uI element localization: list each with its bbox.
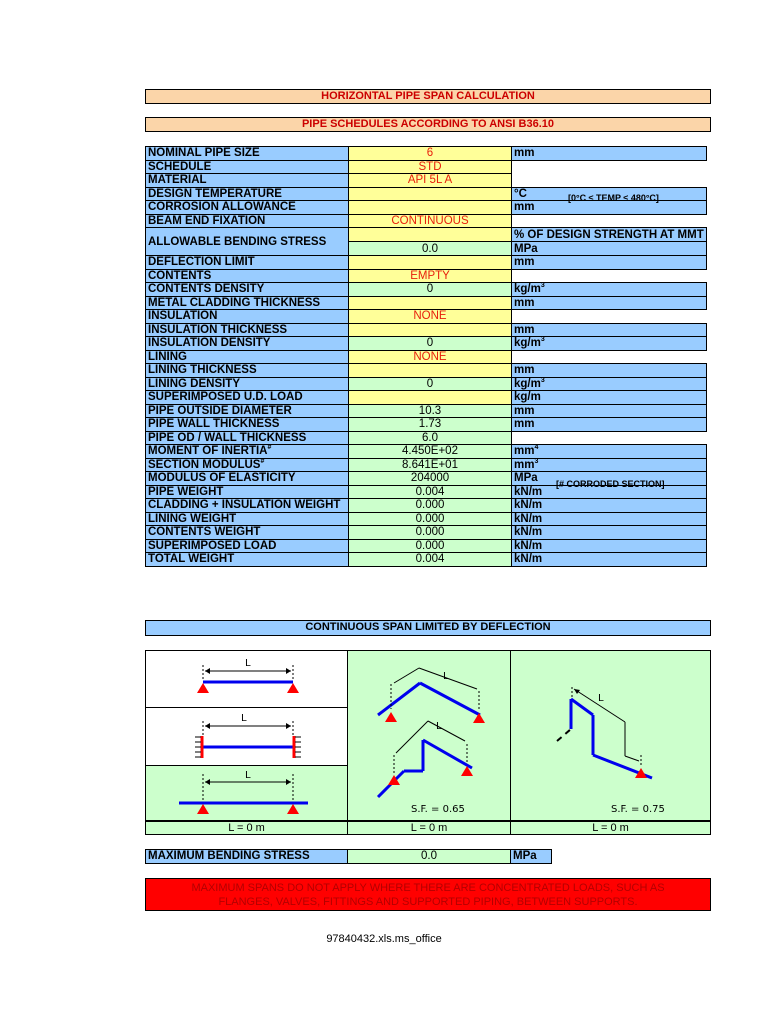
table-row (146, 337, 707, 351)
bending-stress-unit: MPa (512, 242, 707, 256)
unit-text: kg/m (514, 391, 541, 404)
field-label-text: CLADDING + INSULATION WEIGHT (148, 499, 341, 512)
calculated-cell: 0 (349, 377, 512, 391)
elbow-span-panel (347, 650, 511, 821)
unit-cell (512, 296, 707, 310)
table-row (146, 431, 707, 445)
field-label (146, 323, 349, 337)
fixed-span-panel (145, 707, 348, 766)
calculated-cell: 0.004 (349, 485, 512, 499)
unit-text: kN/m (514, 485, 543, 498)
input-cell[interactable] (349, 256, 512, 270)
label-superscript: # (260, 457, 265, 465)
safety-factor-label: S.F. = 0.75 (611, 804, 665, 815)
field-label-text: DEFLECTION LIMIT (148, 256, 255, 269)
support-icon (197, 683, 209, 693)
calculated-cell: 1.73 (349, 418, 512, 432)
field-label-text: METAL CLADDING THICKNESS (148, 296, 321, 309)
calculated-cell: 0 (349, 283, 512, 297)
schedule-standard-bar: PIPE SCHEDULES ACCORDING TO ANSI B36.10 (145, 117, 711, 132)
unit-cell (512, 512, 707, 526)
field-label (146, 526, 349, 540)
calculated-cell: 10.3 (349, 404, 512, 418)
riser-span-diagram (511, 651, 712, 822)
field-label (146, 269, 349, 283)
unit-cell (512, 364, 707, 378)
field-label-text: SUPERIMPOSED LOAD (148, 539, 277, 552)
unit-text: mm (514, 147, 535, 160)
table-row (146, 256, 707, 270)
elbow-span-diagram (348, 651, 512, 822)
unit-superscript: 3 (540, 282, 545, 290)
unit-cell (512, 418, 707, 432)
field-label (146, 256, 349, 270)
unit-cell (512, 147, 707, 161)
support-icon (287, 804, 299, 814)
field-label-text: INSULATION THICKNESS (148, 323, 288, 336)
field-label (146, 458, 349, 472)
support-icon (197, 804, 209, 814)
field-label-text: PIPE OD / WALL THICKNESS (148, 431, 307, 444)
field-label (146, 310, 349, 324)
table-row (146, 364, 707, 378)
unit-cell (512, 323, 707, 337)
field-label (146, 512, 349, 526)
simple-span-diagram (146, 651, 349, 709)
table-row (146, 418, 707, 432)
unit-cell (512, 283, 707, 297)
unit-superscript: 3 (540, 336, 545, 344)
field-label-text: SUPERIMPOSED U.D. LOAD (148, 391, 303, 404)
unit-text: MPa (514, 472, 538, 485)
table-row (146, 147, 707, 161)
span-section-title: CONTINUOUS SPAN LIMITED BY DEFLECTION (145, 620, 711, 636)
field-label-text: SCHEDULE (148, 160, 212, 173)
unit-text: mm (514, 445, 535, 458)
unit-text: mm (514, 201, 535, 214)
max-bending-stress-label: MAXIMUM BENDING STRESS (145, 849, 348, 864)
table-row (146, 377, 707, 391)
unit-text: mm (514, 364, 535, 377)
span-label: L (436, 721, 442, 732)
span-label: L (241, 713, 247, 724)
table-row (146, 526, 707, 540)
field-label-text: INSULATION DENSITY (148, 337, 271, 350)
page-title: HORIZONTAL PIPE SPAN CALCULATION (145, 89, 711, 104)
unit-cell (512, 391, 707, 405)
span-result-elbow: L = 0 m (347, 821, 511, 835)
label-superscript: # (267, 444, 272, 452)
support-icon (385, 712, 397, 722)
input-cell[interactable] (349, 201, 512, 215)
fixed-span-diagram (146, 708, 349, 767)
riser-span-panel (510, 650, 711, 821)
unit-cell (512, 377, 707, 391)
input-cell[interactable]: NONE (349, 350, 512, 364)
unit-text: mm (514, 323, 535, 336)
allowable-bending-stress-label: ALLOWABLE BENDING STRESS (146, 228, 349, 256)
field-label (146, 472, 349, 486)
field-label-text: DESIGN TEMPERATURE (148, 187, 282, 200)
field-label-text: MOMENT OF INERTIA (148, 445, 268, 458)
file-name-footer: 97840432.xls.ms_office (326, 933, 442, 945)
field-label-text: INSULATION (148, 310, 218, 323)
table-row (146, 310, 707, 324)
input-cell[interactable]: EMPTY (349, 269, 512, 283)
input-cell[interactable]: NONE (349, 310, 512, 324)
calculated-cell: 0.000 (349, 512, 512, 526)
field-label-text: PIPE WEIGHT (148, 485, 224, 498)
concentrated-load-warning: MAXIMUM SPANS DO NOT APPLY WHERE THERE ARE CONCENTRATED LOADS, SUCH AS FLANGES, VALVES, FITTINGS AND SUPPORTED PIPING, BETWEEN SUPPORTS. (145, 878, 711, 911)
unit-text: mm (514, 256, 535, 269)
table-row (146, 323, 707, 337)
field-label (146, 431, 349, 445)
calculated-cell: 0.000 (349, 539, 512, 553)
field-label (146, 553, 349, 567)
unit-text: kN/m (514, 499, 543, 512)
table-row (146, 160, 707, 174)
unit-cell (512, 526, 707, 540)
field-label (146, 391, 349, 405)
unit-text: kg/m (514, 377, 541, 390)
unit-text: kN/m (514, 539, 543, 552)
bending-stress-value: 0.0 (349, 242, 512, 256)
unit-text: kg/m (514, 337, 541, 350)
field-label (146, 364, 349, 378)
span-label: L (598, 693, 604, 704)
unit-text: kN/m (514, 512, 543, 525)
calculated-cell: 8.641E+01 (349, 458, 512, 472)
support-icon (473, 713, 485, 723)
calculated-cell: 0 (349, 337, 512, 351)
table-row (146, 174, 707, 188)
field-label-text: CONTENTS (148, 269, 212, 282)
calculated-cell: 0.000 (349, 526, 512, 540)
field-label (146, 214, 349, 228)
field-label-text: BEAM END FIXATION (148, 214, 266, 227)
input-cell[interactable] (349, 364, 512, 378)
field-label (146, 187, 349, 201)
continuous-span-panel (145, 765, 348, 821)
table-row (146, 458, 707, 472)
span-result-riser: L = 0 m (510, 821, 711, 835)
input-cell[interactable] (349, 187, 512, 201)
bending-percent-unit: % OF DESIGN STRENGTH AT MMT (512, 228, 707, 242)
field-label-text: PIPE WALL THICKNESS (148, 418, 280, 431)
table-row (146, 296, 707, 310)
span-label: L (245, 658, 251, 669)
field-label (146, 174, 349, 188)
safety-factor-label: S.F. = 0.65 (411, 804, 465, 815)
table-row (146, 445, 707, 459)
field-label (146, 337, 349, 351)
field-label-text: MODULUS OF ELASTICITY (148, 472, 296, 485)
unit-cell (512, 256, 707, 270)
continuous-span-diagram (146, 766, 349, 822)
field-label (146, 283, 349, 297)
span-label: L (443, 671, 449, 682)
field-label-text: TOTAL WEIGHT (148, 553, 235, 566)
field-label (146, 160, 349, 174)
unit-cell (512, 458, 707, 472)
field-label (146, 539, 349, 553)
table-row (146, 512, 707, 526)
span-label: L (245, 770, 251, 781)
pipe-data-table (145, 146, 707, 567)
input-cell[interactable]: CONTINUOUS (349, 214, 512, 228)
field-label-text: CONTENTS DENSITY (148, 283, 265, 296)
unit-text: mm (514, 296, 535, 309)
simple-span-panel (145, 650, 348, 708)
input-cell[interactable]: 6 (349, 147, 512, 161)
table-row (146, 214, 707, 228)
unit-cell (512, 445, 707, 459)
field-label-text: CONTENTS WEIGHT (148, 526, 261, 539)
unit-superscript: 3 (540, 376, 545, 384)
field-label (146, 445, 349, 459)
table-row (146, 269, 707, 283)
calculated-cell: 0.004 (349, 553, 512, 567)
field-label (146, 404, 349, 418)
unit-cell (512, 553, 707, 567)
table-row (146, 283, 707, 297)
input-cell[interactable] (349, 323, 512, 337)
field-label-text: NOMINAL PIPE SIZE (148, 147, 260, 160)
table-row (146, 539, 707, 553)
table-row (146, 499, 707, 513)
unit-cell (512, 539, 707, 553)
table-row (146, 350, 707, 364)
field-label-text: LINING THICKNESS (148, 364, 257, 377)
unit-cell (512, 404, 707, 418)
unit-text: mm (514, 404, 535, 417)
unit-text: mm (514, 458, 535, 471)
field-label (146, 485, 349, 499)
table-row (146, 228, 707, 242)
unit-text: kN/m (514, 526, 543, 539)
table-row (146, 404, 707, 418)
field-label-text: SECTION MODULUS (148, 458, 261, 471)
input-cell[interactable] (349, 296, 512, 310)
field-label-text: LINING (148, 350, 187, 363)
field-label-text: CORROSION ALLOWANCE (148, 201, 296, 214)
table-row (146, 553, 707, 567)
field-label (146, 147, 349, 161)
calculated-cell: 0.000 (349, 499, 512, 513)
bending-percent-input[interactable] (349, 228, 512, 242)
support-icon (287, 683, 299, 693)
field-label (146, 418, 349, 432)
temperature-range-note: [0°C ≤ TEMP ≤ 480°C] (568, 193, 659, 203)
field-label-text: MATERIAL (148, 174, 207, 187)
field-label-text: LINING DENSITY (148, 377, 241, 390)
input-cell[interactable] (349, 391, 512, 405)
max-bending-stress-value: 0.0 (347, 849, 511, 864)
field-label (146, 201, 349, 215)
span-result-simple: L = 0 m (145, 821, 348, 835)
calculated-cell: 4.450E+02 (349, 445, 512, 459)
input-cell[interactable]: STD (349, 160, 512, 174)
calculated-cell: 6.0 (349, 431, 512, 445)
unit-text: °C (514, 187, 527, 200)
unit-text: kN/m (514, 553, 543, 566)
field-label (146, 377, 349, 391)
corroded-section-note: [# CORRODED SECTION] (556, 479, 665, 489)
field-label (146, 499, 349, 513)
field-label-text: PIPE OUTSIDE DIAMETER (148, 404, 292, 417)
unit-text: mm (514, 418, 535, 431)
field-label (146, 350, 349, 364)
unit-cell (512, 337, 707, 351)
calculated-cell: 204000 (349, 472, 512, 486)
unit-cell (512, 499, 707, 513)
field-label (146, 296, 349, 310)
input-cell[interactable]: API 5L A (349, 174, 512, 188)
field-label-text: LINING WEIGHT (148, 512, 237, 525)
unit-superscript: 4 (534, 444, 539, 452)
max-bending-stress-unit: MPa (510, 849, 552, 864)
unit-superscript: 3 (534, 457, 539, 465)
unit-text: kg/m (514, 283, 541, 296)
table-row (146, 391, 707, 405)
